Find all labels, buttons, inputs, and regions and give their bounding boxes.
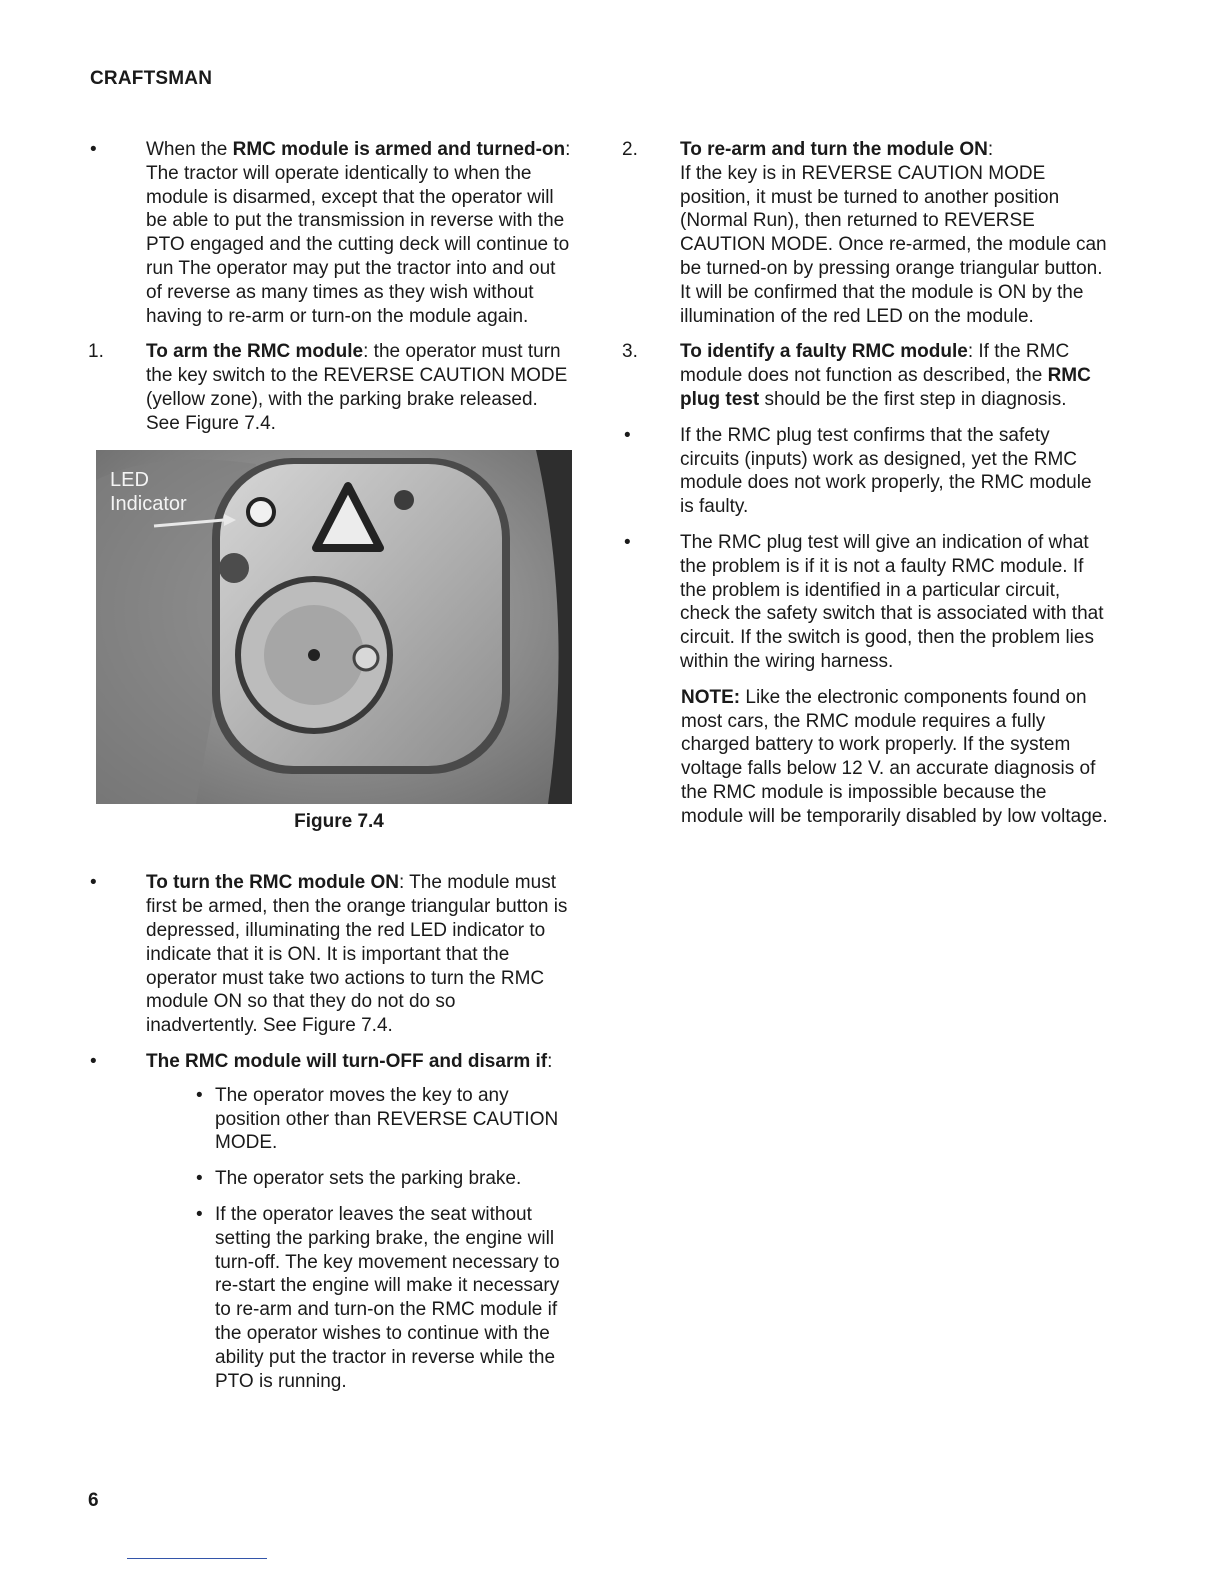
bullet-marker: • — [624, 424, 631, 446]
turn-off-paragraph — [88, 1050, 572, 1074]
key-slot-icon — [308, 649, 320, 661]
turn-off-lead: The RMC module will turn-OFF and disarm if — [146, 1050, 548, 1072]
sub-bullet: • — [196, 1168, 203, 1190]
arm-lead: To arm the RMC module — [146, 341, 364, 363]
bullet-marker: • — [624, 531, 631, 553]
step-number: 2. — [622, 139, 638, 160]
bullet-marker: • — [90, 872, 97, 894]
plug-indication-paragraph — [622, 531, 1108, 674]
sub-bullet: • — [196, 1084, 203, 1106]
pto-icon — [354, 646, 378, 670]
plug-test-term: RMC plug test — [680, 365, 1091, 410]
page-number: 6 — [88, 1490, 99, 1511]
led-indicator-icon — [248, 499, 274, 525]
condition-item: • The operator moves the key to any position other than REVERSE CAUTION MODE. — [196, 1084, 559, 1154]
faulty-lead: To identify a faulty RMC module — [680, 341, 968, 363]
plug-indication-text: The RMC plug test will give an indication of what the problem is if it is not a faulty RMC module. If the problem is identified in a particular circuit, check the safety switch that is associated with that circuit. If the switch is good, then the problem lies within the wiring harness. — [680, 531, 1104, 672]
sub-bullet: • — [196, 1203, 203, 1225]
turn-on-text: To turn the RMC module ON: The module must first be armed, then the orange triangular button is depressed, illuminating the red LED indicator to indicate that it is ON. It is important that the operator must take two actions to turn the RMC module ON so that they do not do so inadvertently. See Figure 7.4. — [146, 872, 568, 1037]
stop-icon — [219, 553, 249, 583]
arm-text: To arm the RMC module: the operator must turn the key switch to the REVERSE CAUTION MODE (yellow zone), with the parking brake released. See Figure 7.4. — [146, 341, 568, 434]
rearm-lead: To re-arm and turn the module ON — [680, 139, 988, 160]
bullet-marker: • — [90, 1050, 97, 1072]
plug-ok-text: If the RMC plug test confirms that the safety circuits (inputs) work as designed, yet the RMC module does not work properly, the RMC module is faulty. — [680, 424, 1092, 518]
armed-text: When the RMC module is armed and turned-on: The tractor will operate identically to when the module is disarmed, except that the operator will be able to put the transmission in reverse with the PTO engaged and the cutting deck will continue to run The operator may put the tractor into and out of reverse as many times as they wish without having to re-arm or turn-on the module again. — [146, 139, 571, 327]
faulty-text: To identify a faulty RMC module: If the RMC module does not function as described, the RMC plug test should be the first step in diagnosis. — [680, 341, 1091, 410]
left-column — [88, 138, 572, 1405]
armed-lead: RMC module is armed and turned-on — [232, 139, 566, 160]
faulty-step — [622, 340, 1108, 411]
rmc-module-photo — [96, 450, 572, 804]
arm-step — [88, 340, 572, 435]
right-column — [622, 138, 1108, 829]
seat-icon — [394, 490, 414, 510]
rearm-step — [622, 138, 1108, 328]
brand-header: CRAFTSMAN — [90, 68, 213, 89]
step-number: 1. — [88, 341, 104, 363]
figure-7-4 — [96, 450, 572, 834]
turn-off-text: The RMC module will turn-OFF and disarm if: — [146, 1050, 553, 1072]
rearm-heading: To re-arm and turn the module ON: — [680, 139, 994, 160]
figure-caption: Figure 7.4 — [294, 810, 384, 832]
condition-item: • If the operator leaves the seat without setting the parking brake, the engine will turn-off. The key movement necessary to re-start the engine will make it necessary to re-arm and turn-on the RMC module if the operator wishes to continue with the ability put the tractor in reverse while the PTO is running. — [196, 1203, 560, 1392]
rearm-body: If the key is in REVERSE CAUTION MODE position, it must be turned to another position (Normal Run), then returned to REVERSE CAUTION MODE. Once re-armed, the module can be turned-on by pressing orange triangular button. It will be confirmed that the module is ON by the illumination of the red LED on the module. — [680, 162, 1107, 327]
note-paragraph: NOTE: Like the electronic components found on most cars, the RMC module requires a fully charged battery to work properly. If the system voltage falls below 12 V. an accurate diagnosis of the RMC module is impossible because the module will be temporarily disabled by low voltage. — [681, 686, 1108, 827]
footer-rule — [127, 1558, 267, 1559]
led-label-line2: Indicator — [110, 492, 187, 515]
led-label-line1: LED — [110, 468, 149, 491]
note-label: NOTE: — [681, 686, 741, 708]
turn-off-conditions — [88, 1084, 572, 1394]
condition-item: • The operator sets the parking brake. — [196, 1168, 522, 1190]
plug-ok-paragraph — [622, 424, 1108, 519]
armed-paragraph — [88, 138, 572, 328]
turn-on-lead: To turn the RMC module ON — [146, 872, 399, 894]
step-number: 3. — [622, 341, 638, 363]
bullet-marker: • — [90, 139, 97, 160]
turn-on-paragraph — [88, 871, 572, 1038]
